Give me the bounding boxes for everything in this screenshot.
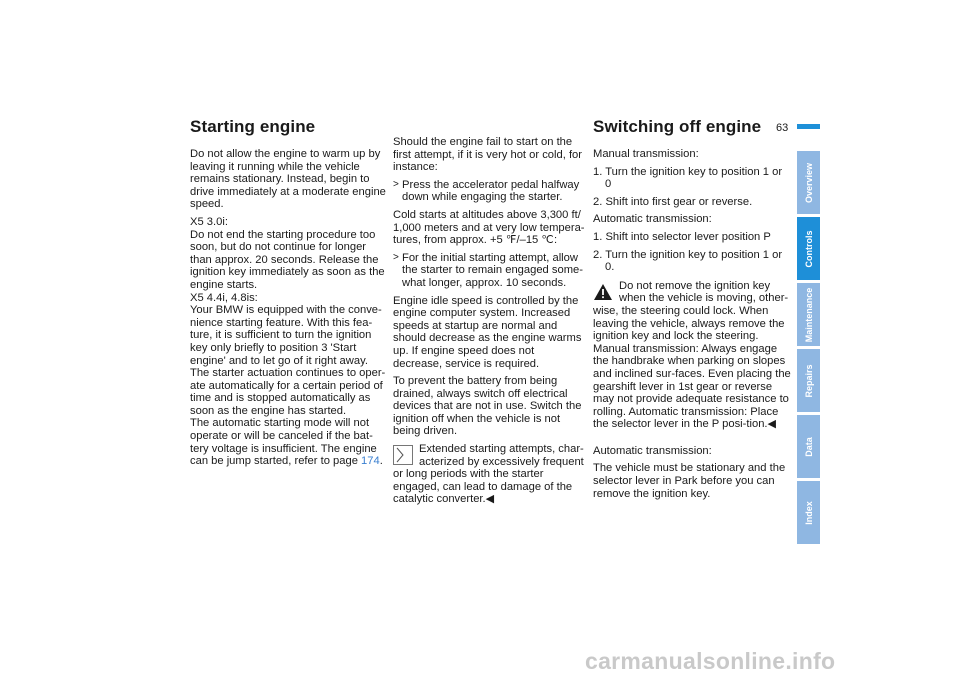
paragraph-cold-starts: Cold starts at altitudes above 3,300 ft/ 1,000 meters and at very low tempera-tures, from approx. +5 ℉/–15 ℃: (393, 208, 585, 247)
bullet-text: For the initial starting attempt, allow the starter to remain engaged some-what longer, approx. 10 seconds. (402, 251, 583, 289)
column-right (593, 148, 791, 505)
paragraph-fail-start: Should the engine fail to start on the first attempt, if it is very hot or cold, for instance: (393, 136, 583, 174)
paragraph-warm-up: Do not allow the engine to warm up by leaving it running while the vehicle remains stationary. Instead, begin to drive immediately at a moderate engine speed. (190, 148, 386, 211)
paragraph-park: The vehicle must be stationary and the selector lever in Park before you can remove the ignition key. (593, 462, 786, 500)
auto-step-2: 2. Turn the ignition key to position 1 or 0. (593, 248, 783, 274)
bullet-arrow-icon: > (393, 178, 399, 190)
text-automatic-mode: The automatic starting mode will not operate or will be canceled if the bat-tery voltage is insufficient. The engine can be jump started, refer to page (190, 417, 377, 468)
label-automatic-transmission-2: Automatic transmission: (593, 444, 712, 457)
tab-controls[interactable] (797, 217, 820, 280)
tab-overview[interactable] (797, 151, 820, 214)
text-period: . (379, 455, 383, 468)
bullet-text: Press the accelerator pedal halfway down while engaging the starter. (402, 178, 580, 204)
page-accent-bar (797, 124, 820, 129)
tab-label: Overview (803, 162, 814, 203)
manual-step-1: 1. Turn the ignition key to position 1 or 0 (593, 165, 783, 191)
tab-label: Data (803, 436, 814, 457)
note-icon (393, 445, 413, 465)
column-left (190, 148, 386, 473)
text-convenience-start: Your BMW is equipped with the conve-nience starting feature. With this fea-ture, it is sufficient to turn the ignition key only briefly to position 3 'Start engine' and to let go of it right away. The starter actuation continues to oper-ate automatically for a certain period of time and is stopped automatically as soon as the engine has started. (190, 304, 386, 417)
tab-label: Repairs (803, 363, 814, 398)
tab-repairs[interactable] (797, 349, 820, 412)
paragraph-idle-speed: Engine idle speed is controlled by the engine computer system. Increased speeds at startup are normal and should decrease as the engine warms up. If engine speed does not decrease, service is required. (393, 294, 582, 370)
column-middle (393, 136, 585, 506)
paragraph-starting-procedure (190, 216, 386, 468)
tab-data[interactable] (797, 415, 820, 478)
bullet-initial-attempt (393, 252, 585, 290)
tab-label: Maintenance (803, 287, 814, 342)
section-title-switching-off-engine: Switching off engine (593, 117, 762, 136)
tab-index[interactable] (797, 481, 820, 544)
tab-label: Controls (803, 230, 814, 267)
note-first-lines: Extended starting attempts, char-acterized by excessively frequent (419, 443, 584, 468)
note-rest: or long periods with the starter engaged, can lead to damage of the catalytic converter.◀ (393, 468, 573, 506)
tab-label: Index (803, 500, 814, 525)
warning-first-lines: Do not remove the ignition key when the vehicle is moving, other- (619, 279, 789, 305)
model-label-44i: X5 4.4i, 4.8is: (190, 291, 258, 304)
watermark: carmanualsonline.info (585, 648, 836, 674)
page-reference-link[interactable]: 174 (361, 455, 380, 468)
warning-triangle-icon (593, 282, 613, 302)
manual-step-2: 2. Shift into first gear or reverse. (593, 195, 753, 208)
auto-step-1: 1. Shift into selector lever position P (593, 230, 771, 243)
page-number: 63 (776, 122, 789, 134)
bullet-accelerator (393, 179, 585, 204)
model-label-30i: X5 3.0i: (190, 215, 228, 228)
text-30i: Do not end the starting procedure too soon, but do not continue for longer than approx. 20 seconds. Release the ignition key immediately as soon as the engine starts. (190, 228, 385, 291)
bullet-arrow-icon: > (393, 251, 399, 263)
warning-ignition-key (593, 280, 791, 431)
note-catalytic-converter (393, 443, 585, 506)
label-automatic-transmission: Automatic transmission: (593, 213, 712, 226)
tab-maintenance[interactable] (797, 283, 820, 346)
paragraph-battery: To prevent the battery from being drained, always switch off electrical devices that are not in use. Switch the ignition off when the vehicle is not being driven. (393, 375, 582, 438)
section-title-starting-engine: Starting engine (190, 117, 316, 136)
warning-rest: wise, the steering could lock. When leaving the vehicle, always remove the ignition key and lock the steering. Manual transmission: Always engage the handbrake when parking on slopes and inclined sur-faces. Even placing the gearshift lever in 1st gear or reverse may not provide adequate resistance to rolling. Automatic transmission: Place the selector lever in the P posi-tion.◀ (593, 304, 791, 431)
label-manual-transmission: Manual transmission: (593, 148, 699, 160)
